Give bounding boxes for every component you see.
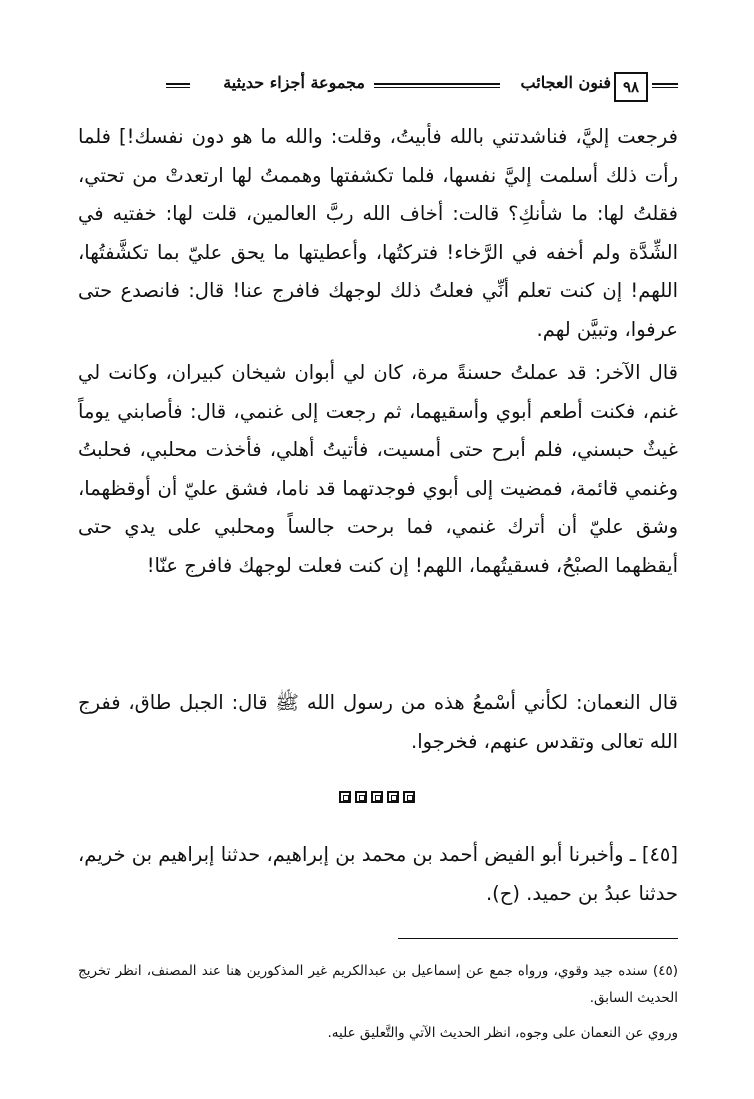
separator-square xyxy=(371,791,383,803)
section-separator xyxy=(0,788,754,807)
collection-title: مجموعة أجزاء حديثية xyxy=(220,73,368,92)
hadith-chain-paragraph: [٤٥] ـ وأخبرنا أبو الفيض أحمد بن محمد بن إبراهيم، حدثنا إبراهيم بن خريم، حدثنا عبدُ بن حميد. (ح). xyxy=(78,843,678,905)
footnote: (٤٥) سنده جيد وقوي، ورواه جمع عن إسماعيل بن عبدالكريم غير المذكورين هنا عند المصنف، انظر تخريج الحديث السابق. xyxy=(78,963,678,1006)
separator-square xyxy=(387,791,399,803)
paragraph: قال الآخر: قد عملتُ حسنةً مرة، كان لي أبوان شيخان كبيران، وكانت لي غنم، فكنت أطعم أبوي وأسقيهما، ثم رجعت إلى غنمي، قال: فأصابني يوماً غيثٌ حبسني، فلم أبرح حتى أمسيت، فأتيتُ أهلي، فأخذت محلبي، فحلبتُ وغنمي قائمة، فمضيت إلى أبوي فوجدتهما قد ناما، فشق عليّ أن أوقظهما، وشق عليّ أن أترك غنمي، فما برحت جالساً ومحلبي على يدي حتى أيقظهما الصبْحُ، فسقيتُهما، اللهم! إن كنت فعلت لوجهك فافرج عنّا! xyxy=(78,361,678,577)
book-title: فنون العجائب xyxy=(518,73,614,92)
footnote-rule xyxy=(398,938,678,939)
header-rule xyxy=(374,83,500,88)
paragraph: فرجعت إليَّ، فناشدتني بالله فأبيتُ، وقلت: والله ما هو دون نفسك!] فلما رأت ذلك أسلمت إليَّ نفسها، فلما تكشفتها وهممتُ لها ارتعدتْ من تحتي، فقلتُ لها: ما شأنكِ؟ قالت: أخاف الله ربَّ العالمين، قلت لها: خفتيه في الشِّدَّة ولم أخفه في الرَّخاء! فتركتُها، وأعطيتها ما يحق عليّ بما تكشَّفتُها، اللهم! إن كنت تعلم أنِّي فعلتُ ذلك لوجهك فافرج عنا! قال: فانصدع حتى عرفوا، وتبيَّن لهم. xyxy=(78,125,678,341)
header-rule xyxy=(166,83,190,88)
page-number: ٩٨ xyxy=(614,72,648,102)
header-rule xyxy=(652,83,678,88)
footnote: وروي عن النعمان على وجوه، انظر الحديث الآتي والتَّعليق عليه. xyxy=(327,1025,678,1041)
footnotes xyxy=(78,958,678,1047)
separator-square xyxy=(355,791,367,803)
separator-square xyxy=(403,791,415,803)
separator-square xyxy=(339,791,351,803)
running-header xyxy=(78,72,678,108)
paragraph: قال النعمان: لكأني أسْمعُ هذه من رسول الله ﷺ قال: الجبل طاق، ففرج الله تعالى وتقدس عنهم، فخرجوا. xyxy=(78,691,678,753)
